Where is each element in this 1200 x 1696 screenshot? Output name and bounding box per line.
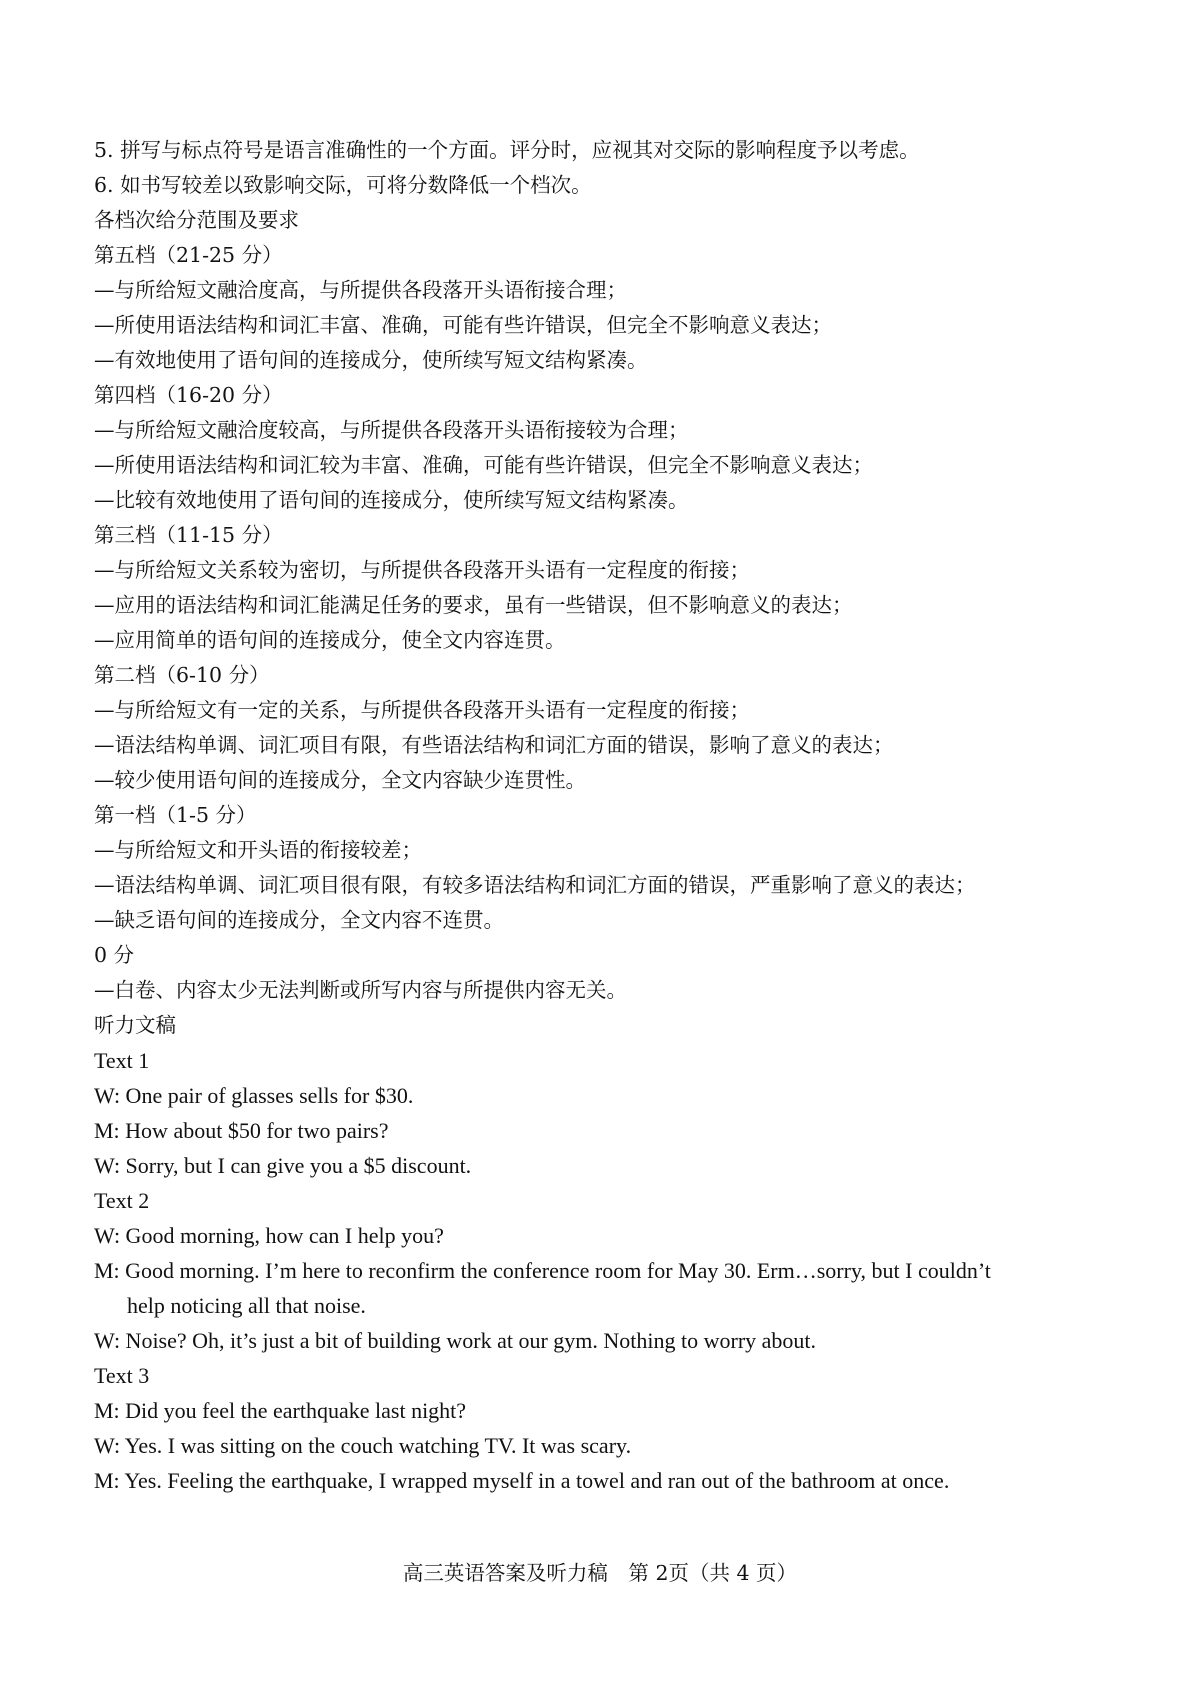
- band-item: —较少使用语句间的连接成分，全文内容缺少连贯性。: [94, 768, 586, 792]
- text-title: Text 2: [94, 1188, 150, 1213]
- band-title: 第四档（16-20 分）: [94, 383, 283, 407]
- criterion-5: 5. 拼写与标点符号是语言准确性的一个方面。评分时，应视其对交际的影响程度予以考虑。: [94, 138, 920, 162]
- band-item: —语法结构单调、词汇项目有限，有些语法结构和词汇方面的错误，影响了意义的表达；: [94, 733, 894, 757]
- band-title: 第一档（1-5 分）: [94, 803, 257, 827]
- band-item: —与所给短文有一定的关系，与所提供各段落开头语有一定程度的衔接；: [94, 698, 750, 722]
- band-title: 第二档（6-10 分）: [94, 663, 270, 687]
- band-item: —所使用语法结构和词汇丰富、准确，可能有些许错误，但完全不影响意义表达；: [94, 313, 832, 337]
- band-item: —语法结构单调、词汇项目很有限，有较多语法结构和词汇方面的错误，严重影响了意义的表达；: [94, 873, 976, 897]
- text-title: Text 3: [94, 1363, 150, 1388]
- section-title: 各档次给分范围及要求: [94, 208, 299, 232]
- criterion-6: 6. 如书写较差以致影响交际，可将分数降低一个档次。: [94, 173, 592, 197]
- band-item: —比较有效地使用了语句间的连接成分，使所续写短文结构紧凑。: [94, 488, 689, 512]
- band-item: —缺乏语句间的连接成分，全文内容不连贯。: [94, 908, 504, 932]
- dialogue-line: M: Did you feel the earthquake last night?: [94, 1398, 467, 1423]
- band-item: —与所给短文和开头语的衔接较差；: [94, 838, 422, 862]
- dialogue-line-continuation: help noticing all that noise.: [127, 1293, 366, 1318]
- dialogue-line: W: Good morning, how can I help you?: [94, 1223, 444, 1248]
- text-title: Text 1: [94, 1048, 150, 1073]
- band-item: —应用的语法结构和词汇能满足任务的要求，虽有一些错误，但不影响意义的表达；: [94, 593, 853, 617]
- page-content: [94, 133, 1174, 1498]
- band-item: —白卷、内容太少无法判断或所写内容与所提供内容无关。: [94, 978, 627, 1002]
- band-item: —应用简单的语句间的连接成分，使全文内容连贯。: [94, 628, 566, 652]
- dialogue-line: M: Yes. Feeling the earthquake, I wrapped myself in a towel and ran out of the bathroom at once.: [94, 1468, 950, 1493]
- band-item: —与所给短文关系较为密切，与所提供各段落开头语有一定程度的衔接；: [94, 558, 750, 582]
- band-title: 第五档（21-25 分）: [94, 243, 283, 267]
- dialogue-line: W: Noise? Oh, it’s just a bit of building work at our gym. Nothing to worry about.: [94, 1328, 817, 1353]
- transcript-title: 听力文稿: [94, 1013, 176, 1037]
- dialogue-line: M: How about $50 for two pairs?: [94, 1118, 389, 1143]
- band-item: —所使用语法结构和词汇较为丰富、准确，可能有些许错误，但完全不影响意义表达；: [94, 453, 873, 477]
- band-title: 0 分: [94, 943, 135, 967]
- page-footer: 高三英语答案及听力稿 第 2页（共 4 页）: [402, 1561, 798, 1585]
- band-item: —与所给短文融洽度高，与所提供各段落开头语衔接合理；: [94, 278, 627, 302]
- dialogue-line: M: Good morning. I’m here to reconfirm the conference room for May 30. Erm…sorry, but I couldn’t: [94, 1258, 991, 1283]
- dialogue-line: W: One pair of glasses sells for $30.: [94, 1083, 414, 1108]
- dialogue-line: W: Yes. I was sitting on the couch watching TV. It was scary.: [94, 1433, 632, 1458]
- band-item: —有效地使用了语句间的连接成分，使所续写短文结构紧凑。: [94, 348, 648, 372]
- band-item: —与所给短文融洽度较高，与所提供各段落开头语衔接较为合理；: [94, 418, 689, 442]
- dialogue-line: W: Sorry, but I can give you a $5 discount.: [94, 1153, 472, 1178]
- band-title: 第三档（11-15 分）: [94, 523, 283, 547]
